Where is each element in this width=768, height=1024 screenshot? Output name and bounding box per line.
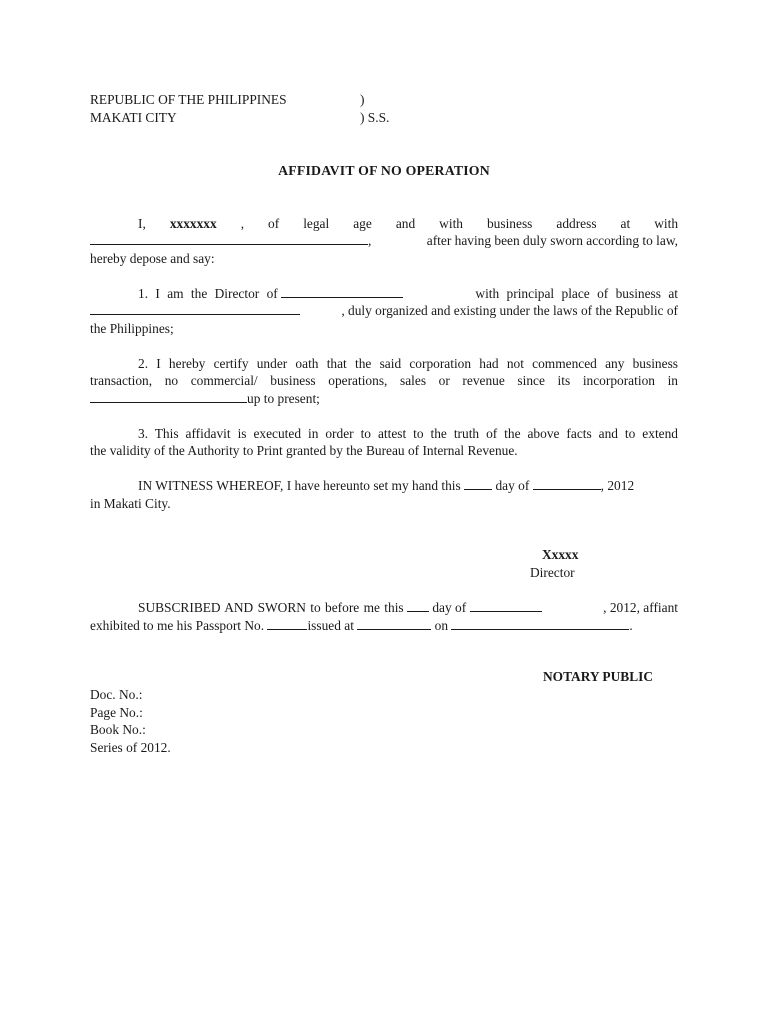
witness-year-text: , 2012 — [600, 478, 635, 493]
incorporation-date-blank — [90, 391, 247, 403]
caption-republic: REPUBLIC OF THE PHILIPPINES — [90, 92, 287, 107]
signatory-name: Xxxxx — [542, 547, 579, 562]
signatory-title: Director — [530, 565, 575, 580]
intro-comma: , — [368, 233, 372, 248]
intro-word: address — [556, 216, 597, 231]
intro-word: I, — [138, 216, 146, 231]
witness-dayof-text: day of — [495, 478, 530, 493]
witness-text: IN WITNESS WHEREOF, I have hereunto set my hand this — [138, 478, 461, 493]
jurat-day-blank — [407, 600, 429, 612]
caption-ss: ) S.S. — [360, 110, 390, 125]
intro-word: , — [240, 216, 245, 231]
notary-public-label: NOTARY PUBLIC — [543, 669, 654, 684]
page-no-label: Page No.: — [90, 705, 143, 720]
para3-line-2: the validity of the Authority to Print granted by the Bureau of Internal Revenue. — [90, 443, 518, 458]
principal-address-blank — [90, 303, 300, 315]
para1-line-1 — [138, 286, 678, 302]
para1-organized-text: , duly organized and existing under the laws of the Republic of — [341, 303, 678, 318]
jurat-issued-text: issued at — [307, 618, 354, 633]
affiant-name-placeholder: xxxxxxx — [169, 216, 217, 231]
jurat-sworn-text: SUBSCRIBED AND SWORN to before me this — [138, 600, 404, 615]
intro-line-2 — [90, 233, 678, 249]
jurat-passport-text: exhibited to me his Passport No. — [90, 618, 265, 633]
jurat-period: . — [629, 618, 633, 633]
para1-director-text: 1. I am the Director of — [138, 286, 278, 301]
intro-word: with — [654, 216, 679, 231]
para2-line-1: 2. I hereby certify under oath that the said corporation had not commenced any business — [138, 356, 678, 371]
issued-date-blank — [451, 618, 629, 630]
document-title: AFFIDAVIT OF NO OPERATION — [278, 163, 490, 178]
para1-principal-text: with principal place of business at — [475, 286, 678, 301]
intro-word: and — [395, 216, 416, 231]
para1-line-2 — [90, 303, 678, 319]
para3-line-1: 3. This affidavit is executed in order to attest to the truth of the above facts and to extend — [138, 426, 678, 441]
jurat-month-blank — [470, 600, 542, 612]
business-address-blank — [90, 233, 368, 245]
caption-city: MAKATI CITY — [90, 110, 177, 125]
para2-line-2: transaction, no commercial/ business operations, sales or revenue since its incorporation in — [90, 373, 678, 388]
intro-word: of — [268, 216, 280, 231]
intro-word: at — [620, 216, 631, 231]
para1-line-3: the Philippines; — [90, 321, 174, 336]
jurat-on-text: on — [434, 618, 449, 633]
jurat-dayof-text: day of — [432, 600, 467, 615]
passport-number-blank — [267, 618, 307, 630]
jurat-line-2 — [90, 618, 633, 634]
intro-word: legal — [303, 216, 330, 231]
intro-line-1 — [138, 216, 678, 232]
witness-month-blank — [533, 478, 601, 490]
intro-word: business — [486, 216, 533, 231]
caption-paren-1: ) — [360, 92, 365, 107]
company-name-blank — [281, 286, 403, 298]
para2-present-text: up to present; — [247, 391, 320, 406]
intro-word: age — [353, 216, 372, 231]
series-label: Series of 2012. — [90, 740, 171, 755]
witness-line-1 — [138, 478, 678, 494]
intro-sworn-text: after having been duly sworn according to law, — [426, 233, 678, 248]
doc-no-label: Doc. No.: — [90, 687, 143, 702]
jurat-line-1 — [138, 600, 678, 616]
para2-line-3 — [90, 391, 320, 407]
intro-line-3: hereby depose and say: — [90, 251, 215, 266]
book-no-label: Book No.: — [90, 722, 146, 737]
intro-word: with — [439, 216, 463, 231]
jurat-year-text: , 2012, affiant — [603, 600, 678, 615]
witness-line-2: in Makati City. — [90, 496, 171, 511]
issued-place-blank — [357, 618, 431, 630]
witness-day-blank — [464, 478, 492, 490]
